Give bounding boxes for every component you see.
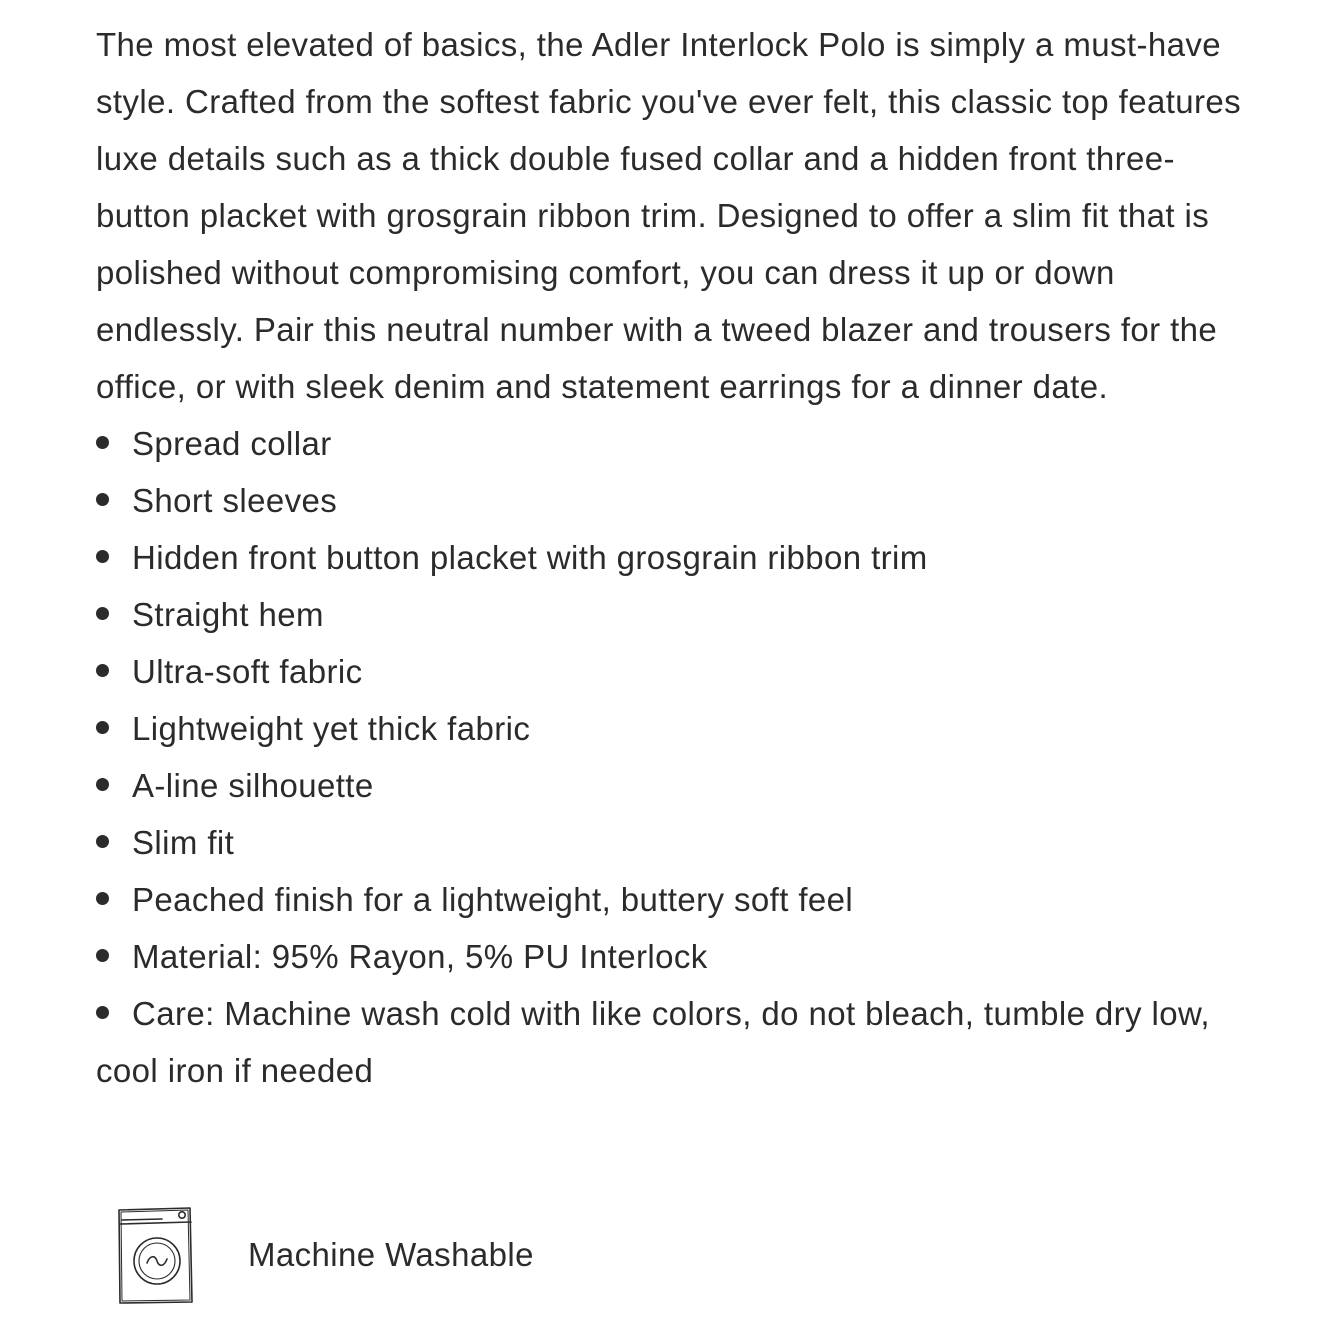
product-details [96,16,1268,1099]
bullet-icon [96,892,109,905]
feature-item [96,415,1268,472]
bullet-icon [96,835,109,848]
feature-text: Straight hem [132,596,324,633]
bullet-icon [96,778,109,791]
bullet-icon [96,949,109,962]
feature-text: Hidden front button placket with grosgrain ribbon trim [132,539,928,576]
feature-item [96,472,1268,529]
feature-item [96,757,1268,814]
bullet-icon [96,493,109,506]
feature-text: Care: Machine wash cold with like colors, do not bleach, tumble dry low, cool iron if needed [96,995,1210,1089]
feature-item [96,529,1268,586]
feature-text: Slim fit [132,824,235,861]
feature-text: A-line silhouette [132,767,374,804]
care-label: Machine Washable [248,1236,534,1273]
care-badge [114,1204,534,1306]
bullet-icon [96,607,109,620]
feature-item [96,871,1268,928]
bullet-icon [96,436,109,449]
feature-text: Peached finish for a lightweight, buttery soft feel [132,881,854,918]
bullet-icon [96,721,109,734]
feature-item [96,700,1268,757]
feature-item [96,928,1268,985]
feature-list [96,415,1268,1099]
feature-text: Lightweight yet thick fabric [132,710,531,747]
feature-text: Spread collar [132,425,332,462]
bullet-icon [96,550,109,563]
feature-text: Material: 95% Rayon, 5% PU Interlock [132,938,708,975]
feature-text: Ultra-soft fabric [132,653,363,690]
feature-item [96,985,1268,1099]
bullet-icon [96,1006,109,1019]
washing-machine-icon [114,1204,196,1306]
bullet-icon [96,664,109,677]
feature-item [96,643,1268,700]
product-description: The most elevated of basics, the Adler Interlock Polo is simply a must-have style. Crafted from the softest fabric you've ever felt, this classic top features luxe details such as a thick double fused collar and a hidden front three-button placket with grosgrain ribbon trim. Designed to offer a slim fit that is polished without compromising comfort, you can dress it up or down endlessly. Pair this neutral number with a tweed blazer and trousers for the office, or with sleek denim and statement earrings for a dinner date. [96,26,1242,405]
feature-item [96,586,1268,643]
feature-text: Short sleeves [132,482,338,519]
feature-item [96,814,1268,871]
